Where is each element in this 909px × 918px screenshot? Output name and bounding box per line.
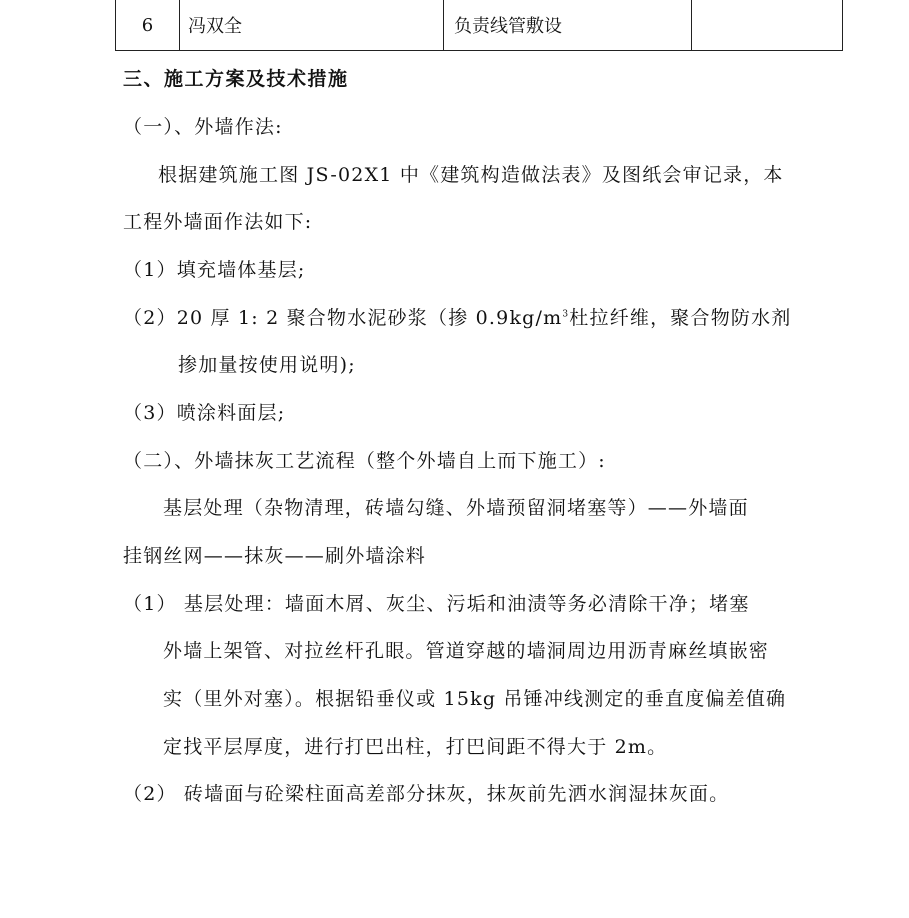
step-1-line-3: 实（里外对塞）。根据铅垂仪或 15kg 吊锤冲线测定的垂直度偏差值确 [163, 688, 787, 710]
item-2-line-1 [123, 303, 792, 330]
section-heading: 三、施工方案及技术措施 [123, 68, 349, 90]
intro-line-1: 根据建筑施工图 JS-02X1 中《建筑构造做法表》及图纸会审记录，本 [158, 164, 784, 186]
row-number-cell: 6 [116, 0, 180, 51]
step-2: （2） 砖墙面与砼梁柱面高差部分抹灰，抹灰前先洒水润湿抹灰面。 [123, 783, 730, 805]
item-3: （3）喷涂料面层; [123, 402, 286, 424]
intro-line-2: 工程外墙面作法如下: [123, 211, 313, 233]
step-1-line-4: 定找平层厚度，进行打巴出柱，打巴间距不得大于 2m。 [163, 736, 668, 758]
step-1-line-1: （1） 基层处理：墙面木屑、灰尘、污垢和油渍等务必清除干净；堵塞 [123, 593, 750, 615]
item-2-text-a: （2）20 厚 1: 2 聚合物水泥砂浆（掺 0.9kg/m [123, 307, 563, 329]
step-1-line-2: 外墙上架管、对拉丝杆孔眼。管道穿越的墙洞周边用沥青麻丝填嵌密 [163, 640, 770, 662]
item-2-superscript: 3 [562, 309, 570, 320]
staff-table [115, 0, 843, 51]
remark-cell [692, 0, 843, 51]
part1-heading: （一）、外墙作法: [123, 116, 283, 138]
item-1: （1）填充墙体基层; [123, 259, 306, 281]
item-2-line-2: 掺加量按使用说明); [178, 354, 356, 376]
duty-cell: 负责线管敷设 [444, 0, 692, 51]
table-row [116, 0, 843, 51]
flow-line-1: 基层处理（杂物清理，砖墙勾缝、外墙预留洞堵塞等）——外墙面 [163, 497, 749, 519]
part2-heading: （二）、外墙抹灰工艺流程（整个外墙自上而下施工）: [123, 450, 606, 472]
name-cell: 冯双全 [180, 0, 444, 51]
item-2-text-b: 杜拉纤维，聚合物防水剂 [569, 307, 792, 329]
flow-line-2: 挂钢丝网——抹灰——刷外墙涂料 [123, 545, 427, 567]
